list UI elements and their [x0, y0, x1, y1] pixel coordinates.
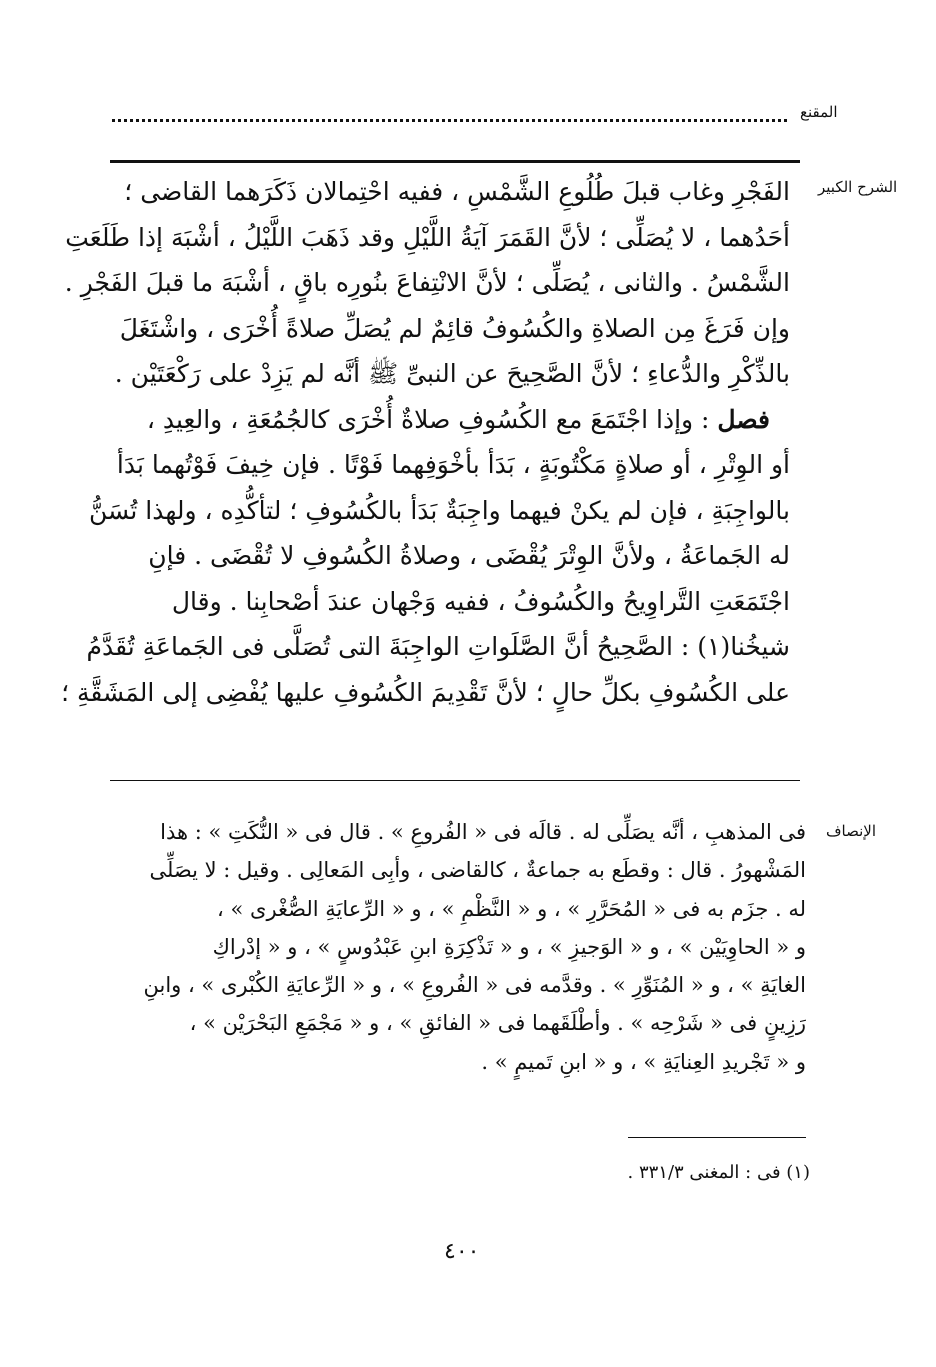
insaf-line: له . جزَم به فى « المُحَرَّرِ » ، و « النَّظْمِ » ، و « الرِّعايَةِ الصُّغْرى » ،	[217, 896, 806, 921]
main-line: له الجَماعَةُ ، ولأنَّ الوِتْرَ يُقْضَى ، وصلاةُ الكُسُوفِ لا تُقْضَى . فإنِ	[148, 541, 790, 570]
main-line: أحَدُهما ، لا يُصَلِّى ؛ لأنَّ القَمَرَ آيَةُ اللَّيْلِ وقد ذَهَبَ اللَّيْلُ ، أشْبَهَ إذا طَلَعَتِ	[65, 222, 790, 252]
main-line: شيخُنا(١) : الصَّحِيحُ أنَّ الصَّلَواتِ الواجِبَةَ التى تُصَلَّى فى الجَماعَةِ تُقَدَّمُ	[86, 632, 790, 661]
main-line: الفَجْرِ وغاب قبلَ طُلُوعِ الشَّمْسِ ، ففيه احْتِمالان ذَكَرَهما القاضى ؛	[124, 177, 790, 206]
insaf-line: و « تَجْريدِ العِنايَةِ » ، و « ابنِ تَميمٍ » .	[481, 1049, 806, 1074]
book-title: المقنع	[800, 103, 838, 121]
footnote: (١) فى : المغنى ٣٣١/٣ .	[627, 1162, 810, 1183]
sharh-section-label: الشرح الكبير	[818, 178, 898, 196]
fasl-line-text: : وإذا اجْتَمَعَ مع الكُسُوفِ صلاةٌ أُخْرَى كالجُمُعَةِ ، والعِيدِ ،	[146, 404, 718, 434]
insaf-line: و « الحاوِيَيْن » ، و « الوَجيزِ » ، و « تَذْكِرَةِ ابنِ عَبْدُوسٍ » ، و « إدْراكِ	[212, 934, 806, 959]
insaf-line: رَزِينٍ فى « شَرْحِه » . وأطْلَقَهما فى « الفائقِ » ، و « مَجْمَعِ البَحْرَيْن » ،	[189, 1011, 806, 1036]
main-line: اجْتَمَعَتِ التَّراوِيحُ والكُسُوفُ ، ففيه وَجْهان عندَ أصْحابِنا . وقال	[171, 586, 790, 616]
header-dotted-rule	[112, 119, 787, 124]
main-line: وإن فَرَغَ مِن الصلاةِ والكُسُوفُ قائِمٌ لم يُصَلِّ صلاةً أُخْرَى ، واشْتَغَلَ	[119, 313, 790, 343]
insaf-line: فى المذهبِ ، أنَّه يصَلِّى له . قالَه فى « الفُروعِ » . قال فى « النُّكَتِ » : هذا	[160, 820, 806, 844]
footnote-rule	[628, 1137, 806, 1138]
main-line: على الكُسُوفِ بكلِّ حالٍ ؛ لأنَّ تَقْدِيمَ الكُسُوفِ عليها يُفْضِى إلى المَشَقَّةِ ؛	[61, 677, 790, 707]
main-line: بالذِّكْرِ والدُّعاءِ ؛ لأنَّ الصَّحِيحَ عن النبىِّ ﷺ أنَّه لم يَزِدْ على رَكْعَتَيْن .	[114, 359, 790, 388]
main-line: أو الوِتْرِ ، أو صلاةٍ مَكْتُوبَةٍ ، بَدَأ بأخْوَفِهما فَوْتًا . فإن خِيفَ فَوْتُهما بَدَأ	[116, 450, 790, 479]
insaf-section-label: الإنصاف	[826, 822, 877, 840]
fasl-heading: فصل	[717, 404, 770, 434]
main-line: بالواجِبَةِ ، فإن لم يكنْ فيهما واجِبَةٌ بَدَأ بالكُسُوفِ ؛ لتأكُّدِه ، ولهذا تُسَنُّ	[89, 495, 790, 525]
insaf-line: الغايَةِ » ، و « المُنَوِّرِ » . وقدَّمه فى « الفُروعِ » ، و « الرِّعايَةِ الكُبْرى » ، وابنِ	[143, 973, 806, 998]
page-number: ٤٠٠	[444, 1239, 480, 1264]
main-text	[61, 169, 790, 715]
insaf-line: المَشْهورُ . قال : وقطَع به جماعةٌ ، كالقاضى ، وأبِى المَعالِى . وقيل : لا يصَلِّى	[149, 858, 806, 883]
insaf-text	[113, 813, 806, 1081]
header-thick-rule	[110, 160, 800, 163]
section-divider	[110, 780, 800, 781]
fasl-line	[113, 397, 790, 443]
main-line: الشَّمْسُ . والثانى ، يُصَلِّى ؛ لأنَّ الانْتِفاعَ بنُورِه باقٍ ، أشْبَهَ ما قبلَ الفَجْرِ .	[64, 268, 790, 297]
